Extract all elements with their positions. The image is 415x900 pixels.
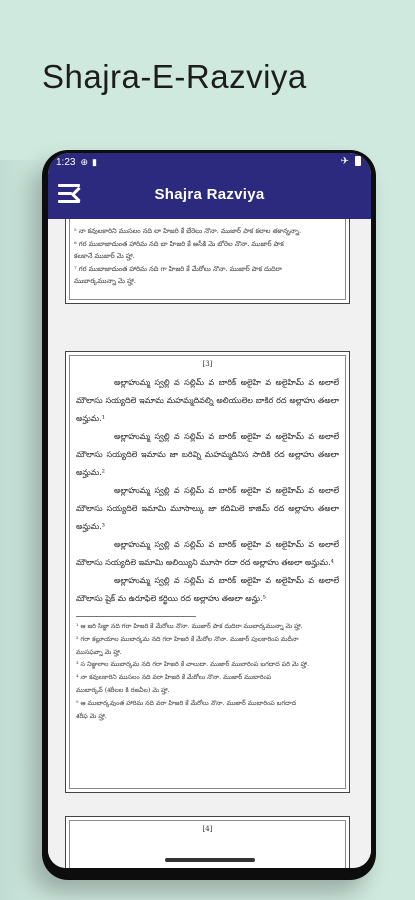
footnote: ముబార్కవ్ (శరీలల కి రజవీల) మె హ్హా.: [76, 686, 170, 694]
footnote: ⁵ ఆ ముబార్కవుంత హారిమ నది వరా హిజరి కే మేరోలు నొనా. ముజార్ ముబారింప బగదాద: [76, 699, 297, 707]
sim-icon: ▮: [92, 156, 97, 167]
footnote: ⁷ గర ముబాజాదుంత హారిమ నది గా హిజరి కే మేరోలు నొనా. ముజార్ పాక దుదిరా: [74, 264, 282, 273]
page-number: [3]: [202, 360, 213, 368]
footnote: శరీఫ మె హ్హా.: [76, 712, 107, 720]
page-number: [4]: [202, 825, 213, 833]
paragraph: అల్లాహుమ్మ స్వల్లి వ సల్లిమ్ వ బారిక్ అలైహి వ అలైహిమ్ వ అలాలే మౌలాసు సయ్యదిలె ఇమామ మహమ్మదివల్ని అలియులెల బాకిర రద అల్లాహు తఅలా అన్హుమ.¹: [76, 378, 339, 423]
paragraph: అల్లాహుమ్మ స్వల్లి వ సల్లిమ్ వ బారిక్ అలైహి వ అలైహిమ్ వ అలాలే మౌలాసు సయ్యదిలె ఇమామ జా బరివ్ని మహమ్మదినిస సాదికి రద అల్లాహు తఅలా అన్హుమ.²: [76, 432, 339, 477]
footnote: కలకానే ముజార్ మె హ్హా.: [74, 252, 135, 260]
promo-title: Shajra-E-Razviya: [42, 58, 307, 95]
home-indicator[interactable]: [165, 858, 255, 862]
footnote: ⁵ నా కవులకారిని ముసలం నది లా హిజరి కే బేరెలు నొనా. ముజార్ పాక కలాల తకాన్నన్నా.: [74, 227, 302, 235]
paragraph: అల్లాహుమ్మ స్వల్లి వ సల్లిమ్ వ బారిక్ అలైహి వ అలైహిమ్ వ అలాలే మౌలాసు షైక్ మ ఉరూఫిలె కర్ఖియి రద అల్లాహు తఅలా అన్హు.⁵: [76, 576, 339, 603]
phone-screen: [48, 153, 371, 868]
footnote: ² గరా కల్లూయాల ముబార్కమ నది గరా హిజరి కే మేరోల నొనా. ముజార్ పులకారింప మదీనా: [76, 635, 299, 643]
footnote: ⁶ గర ముబాజాదుంత హారిమ నది బా హిజరి కే అసీకి మె బోరెల నొనా. ముజార్ పాక: [74, 239, 284, 248]
document-page: [65, 219, 350, 304]
status-bar: [48, 153, 371, 171]
document-page: [65, 351, 350, 793]
footnote: ¹ ఆ జరి సిజ్జా నది గరా హిజరి కే మేరోలు నొనా. ముజార్ పాక దుదిరా ముబార్కమున్నా మె హ్హా.: [76, 623, 303, 630]
paragraph: అల్లాహుమ్మ స్వల్లి వ సల్లిమ్ వ బారిక్ అలైహి వ అలైహిమ్ వ అలాలే మౌలాసు సయ్యదిలె ఇమామి అలియ్యిని మూసా రదా రద అల్లాహు తఅలా అన్హుమ.⁴: [76, 540, 339, 567]
footnote: ³ స నిజ్జులాల ముబార్కమ నది గరా హిజరి కే చాలుదా. ముజార్ ముబారింప బగదాద పరి మె హ్హా.: [76, 661, 310, 669]
airplane-icon: ✈: [340, 156, 349, 167]
globe-icon: ⊕: [80, 156, 89, 167]
status-time: 1:23: [56, 156, 76, 168]
document-viewer[interactable]: [48, 219, 371, 868]
footnote-divider: [76, 616, 196, 617]
battery-icon: [355, 156, 361, 166]
app-title: Shajra Razviya: [154, 186, 265, 203]
app-bar: [48, 171, 371, 219]
footnote: ముబార్కమున్నా మె హ్హా.: [74, 277, 136, 285]
footnote: ముసఫవ్నా మె హ్హా.: [76, 648, 122, 656]
footnote: ⁴ నా కవులకారిని ముసలం నది వరా హిజరి కే మేరోలు నొనా. ముజార్ ముబారింప: [76, 674, 272, 682]
paragraph: అల్లాహుమ్మ స్వల్లి వ సల్లిమ్ వ బారిక్ అలైహి వ అలైహిమ్ వ అలాలే మౌలాసు సయ్యదిలె ఇమామి మూసాల్కు జా కదిమిలె కాజిమ్ రద అల్లాహు తఅలా అన్హుమ.³: [76, 486, 339, 531]
